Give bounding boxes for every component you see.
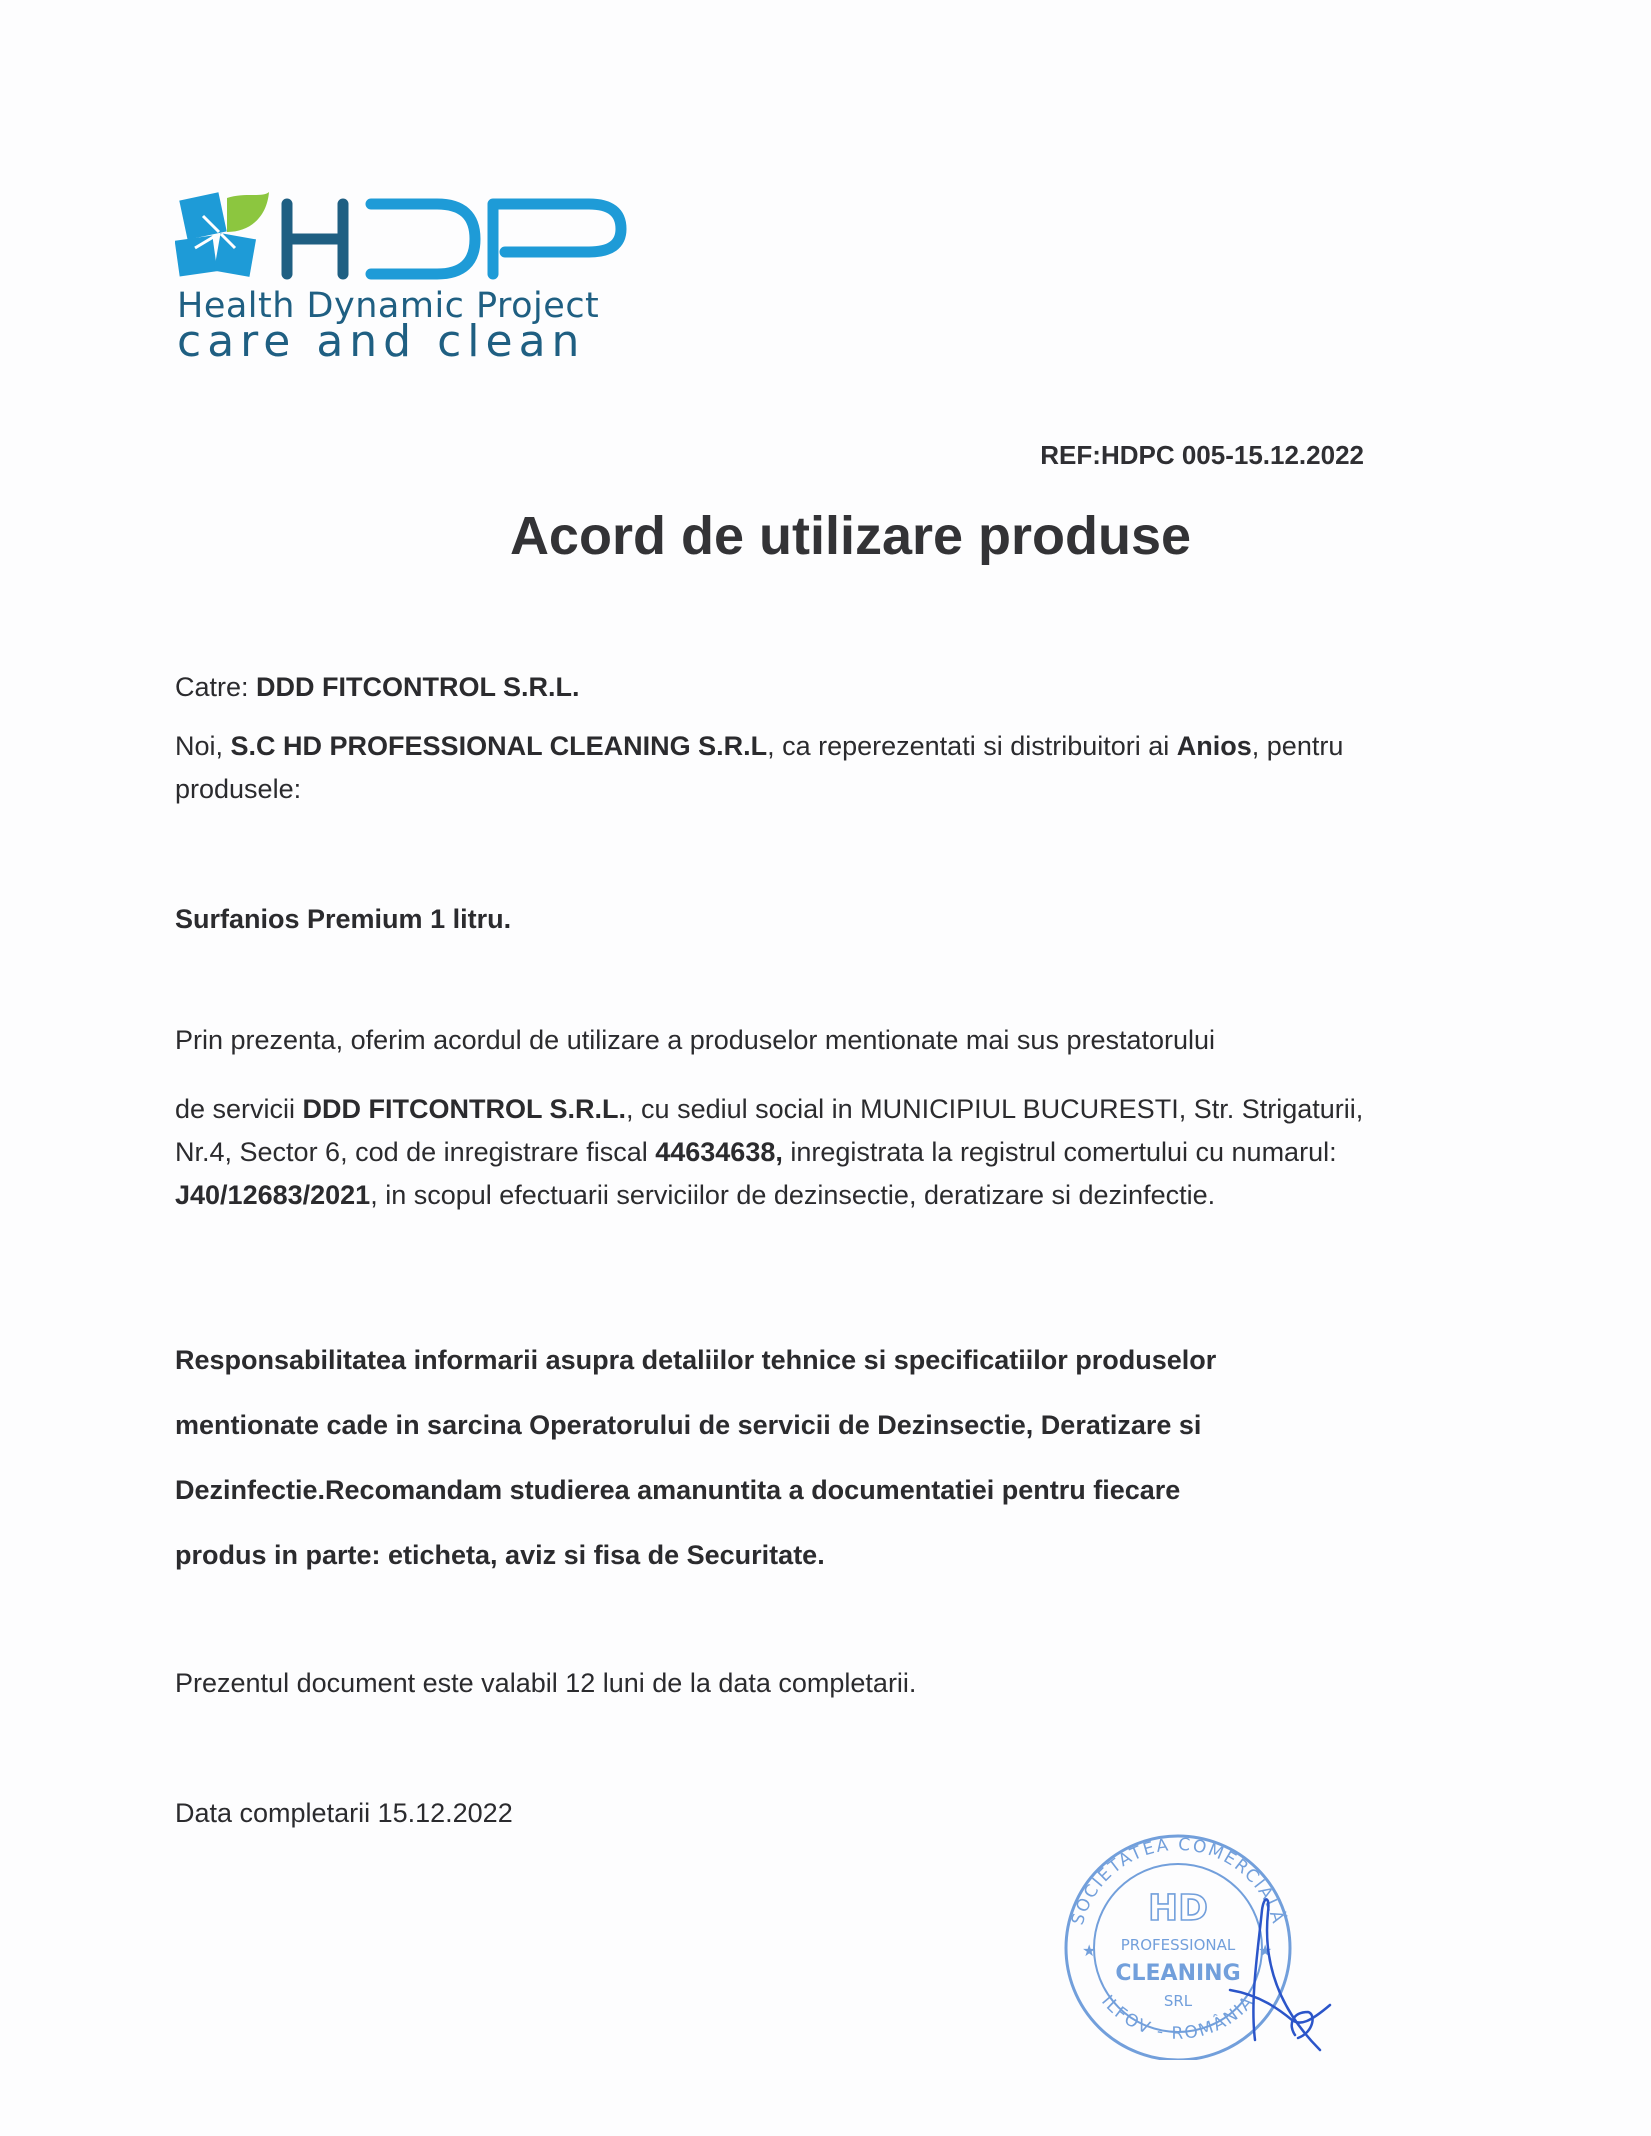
completion-date: Data completarii 15.12.2022: [175, 1798, 513, 1828]
provider-name: DDD FITCONTROL S.R.L.: [302, 1094, 627, 1124]
body-text-2: , cu sediul social in MUNICIPIUL BUCURESTI, Str. Strigaturii, Nr.4, Sector 6, cod de inregistrare fiscal: [175, 1094, 1364, 1167]
stamp-ring-top: SOCIETATEA COMERCIALĂ: [1067, 1834, 1289, 1928]
svg-text:★: ★: [1258, 1943, 1273, 1960]
body-text-3: inregistrata la registrul comertului cu numarul:: [782, 1137, 1337, 1167]
intro-text-3: , pentru produsele:: [175, 731, 1344, 804]
leaf-emblem-icon: [175, 192, 269, 277]
responsibility-line-1: Responsabilitatea informarii asupra detaliilor tehnice si specificatiilor produselor: [175, 1345, 1217, 1375]
company-stamp: [1030, 1800, 1350, 2060]
intro-paragraph: [175, 725, 1425, 811]
validity-statement: Prezentul document este valabil 12 luni de la data completarii.: [175, 1668, 917, 1698]
responsibility-line-4: produs in parte: eticheta, aviz si fisa de Securitate.: [175, 1540, 825, 1570]
responsibility-line-3: Dezinfectie.Recomandam studierea amanuntita a documentatiei pentru fiecare: [175, 1475, 1181, 1505]
product-name: Surfanios Premium 1 litru.: [175, 904, 512, 934]
registration-number: J40/12683/2021: [175, 1180, 371, 1210]
logo-tagline-2: care and clean: [177, 316, 586, 367]
recipient-label: Catre:: [175, 672, 257, 702]
hdp-wordmark: [287, 204, 621, 274]
company-logo: [175, 188, 675, 368]
stamp-line-3: SRL: [1163, 1992, 1193, 2010]
body-paragraph: [175, 1088, 1425, 1217]
body-line-1: Prin prezenta, oferim acordul de utilizare a produselor mentionate mai sus prestatorului: [175, 1025, 1216, 1055]
stamp-seal: [1066, 1835, 1290, 2060]
stamp-line-1: PROFESSIONAL: [1120, 1936, 1236, 1954]
logo-tagline-1: Health Dynamic Project: [177, 286, 600, 326]
distributor-name: S.C HD PROFESSIONAL CLEANING S.R.L: [230, 731, 768, 761]
stamp-initials: HD: [1147, 1888, 1209, 1929]
svg-text:★: ★: [1082, 1943, 1097, 1960]
reference-number: REF:HDPC 005-15.12.2022: [1040, 440, 1364, 470]
intro-text-2: , ca reperezentati si distribuitori ai: [767, 731, 1177, 761]
document-title: Acord de utilizare produse: [509, 506, 1192, 566]
body-text-4: , in scopul efectuarii serviciilor de dezinsectie, deratizare si dezinfectie.: [370, 1180, 1216, 1210]
fiscal-code: 44634638,: [655, 1137, 783, 1167]
intro-text-1: Noi,: [175, 731, 231, 761]
hdp-logo-graphic: [175, 188, 675, 288]
stamp-line-2: CLEANING: [1115, 1961, 1241, 1986]
responsibility-line-2: mentionate cade in sarcina Operatorului de servicii de Dezinsectie, Deratizare si: [175, 1410, 1202, 1440]
stamp-ring-bottom: ILFOV - ROMÂNIA: [1097, 1991, 1259, 2044]
recipient-name: DDD FITCONTROL S.R.L.: [256, 672, 580, 702]
recipient-line: [175, 666, 1425, 709]
body-text-1: de servicii: [175, 1094, 303, 1124]
brand-name: Anios: [1176, 731, 1252, 761]
